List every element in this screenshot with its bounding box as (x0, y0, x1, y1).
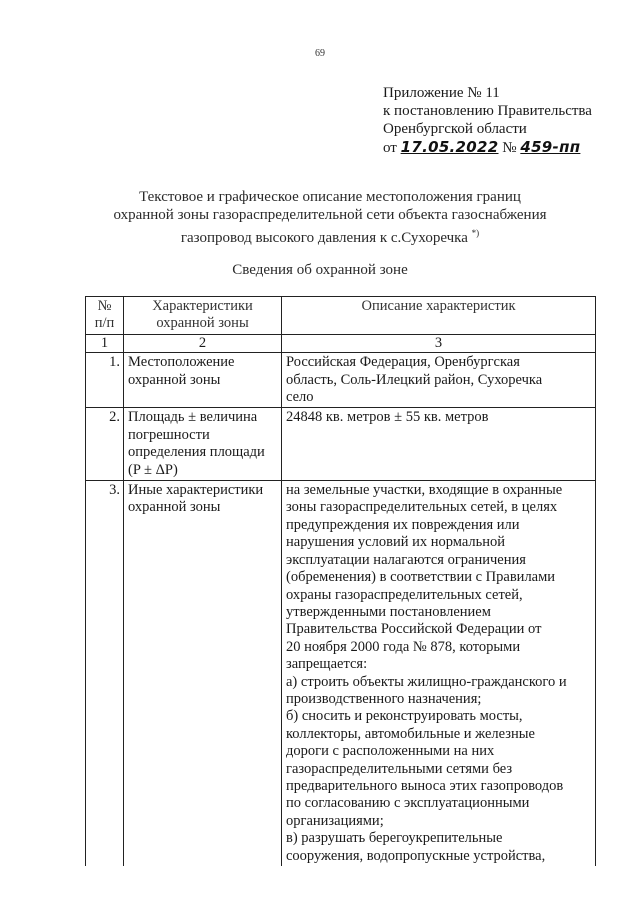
header-char-line-2: охранной зоны (156, 315, 249, 332)
row-characteristic: Площадь ± величина погрешности определения площади (P ± ΔP) (124, 408, 282, 481)
column-number-1: 1 (86, 334, 124, 352)
description-line: запрещается: (286, 656, 368, 673)
title-line-3 (60, 224, 600, 247)
description-line: (обременения) в соответствии с Правилами (286, 569, 556, 586)
description-line: нарушения условий их нормальной (286, 534, 506, 551)
header-num-line-1: № (97, 298, 112, 314)
column-number-3: 3 (282, 334, 596, 352)
description-line: предварительного выноса этих газопроводов (286, 777, 564, 794)
description-line: организациями; (286, 812, 384, 829)
description-line: в) разрушать берегоукрепительные (286, 830, 503, 847)
row-description (282, 353, 596, 408)
description-line: эксплуатации налагаются ограничения (286, 551, 526, 568)
title-line-3-text: газопровод высокого давления к с.Сухоречка (180, 230, 468, 246)
section-subtitle: Сведения об охранной зоне (232, 262, 408, 278)
title-line-2: охранной зоны газораспределительной сети объекта газоснабжения (113, 207, 547, 223)
handwritten-date: 17.05.2022 (400, 138, 499, 156)
description-line: 24848 кв. метров ± 55 кв. метров (286, 409, 489, 426)
description-line: газораспределительными сетями без (286, 760, 513, 777)
table-row (86, 481, 596, 866)
row-description (282, 481, 596, 866)
column-number-2: 2 (124, 334, 282, 352)
title-line-1: Текстовое и графическое описание местоположения границ (139, 189, 521, 205)
description-line: 20 ноября 2000 года № 878, которыми (286, 638, 521, 655)
description-line: предупреждения их повреждения или (286, 516, 520, 533)
description-line: село (286, 389, 314, 406)
row-characteristic: Местоположение охранной зоны (124, 353, 282, 408)
appendix-line-2: к постановлению Правительства (383, 103, 592, 119)
appendix-date-line (383, 138, 592, 157)
appendix-line-1: Приложение № 11 (383, 85, 500, 101)
description-line: охраны газораспределительных сетей, (286, 586, 523, 603)
page-number: 69 (315, 48, 325, 59)
description-line: область, Соль-Илецкий район, Сухоречка (286, 371, 543, 388)
handwritten-number: 459-пп (520, 138, 581, 156)
description-line: зоны газораспределительных сетей, в целях (286, 499, 558, 516)
description-line: б) сносить и реконструировать мосты, (286, 708, 523, 725)
table-header-row (86, 297, 596, 335)
description-line: сооружения, водопропускные устройства, (286, 847, 546, 864)
description-line: на земельные участки, входящие в охранные (286, 482, 563, 499)
header-num-line-2: п/п (94, 315, 115, 332)
row-characteristic: Иные характеристики охранной зоны (124, 481, 282, 866)
header-char-line-1: Характеристики (152, 298, 253, 314)
footnote-mark: *) (471, 228, 480, 238)
description-line: по согласованию с эксплуатационными (286, 795, 530, 812)
row-number: 2. (86, 408, 124, 481)
appendix-line-3: Оренбургской области (383, 121, 527, 137)
description-line: утвержденными постановлением (286, 603, 491, 620)
description-line: Российская Федерация, Оренбургская (286, 354, 520, 371)
number-sign: № (502, 140, 517, 156)
description-line: производственного назначения; (286, 690, 482, 707)
document-title (60, 188, 600, 247)
row-number: 1. (86, 353, 124, 408)
zone-info-table (85, 296, 596, 866)
row-number: 3. (86, 481, 124, 866)
description-line: а) строить объекты жилищно-гражданского и (286, 673, 567, 690)
description-line: коллекторы, автомобильные и железные (286, 725, 535, 742)
column-number-row (86, 334, 596, 352)
row-description (282, 408, 596, 481)
appendix-header (383, 84, 592, 157)
description-line: Правительства Российской Федерации от (286, 621, 542, 638)
description-line: дороги с расположенными на них (286, 743, 495, 760)
from-prefix: от (383, 140, 397, 156)
header-num (86, 297, 124, 335)
table-row (86, 408, 596, 481)
header-description: Описание характеристик (282, 297, 596, 335)
table-row (86, 353, 596, 408)
header-characteristic (124, 297, 282, 335)
